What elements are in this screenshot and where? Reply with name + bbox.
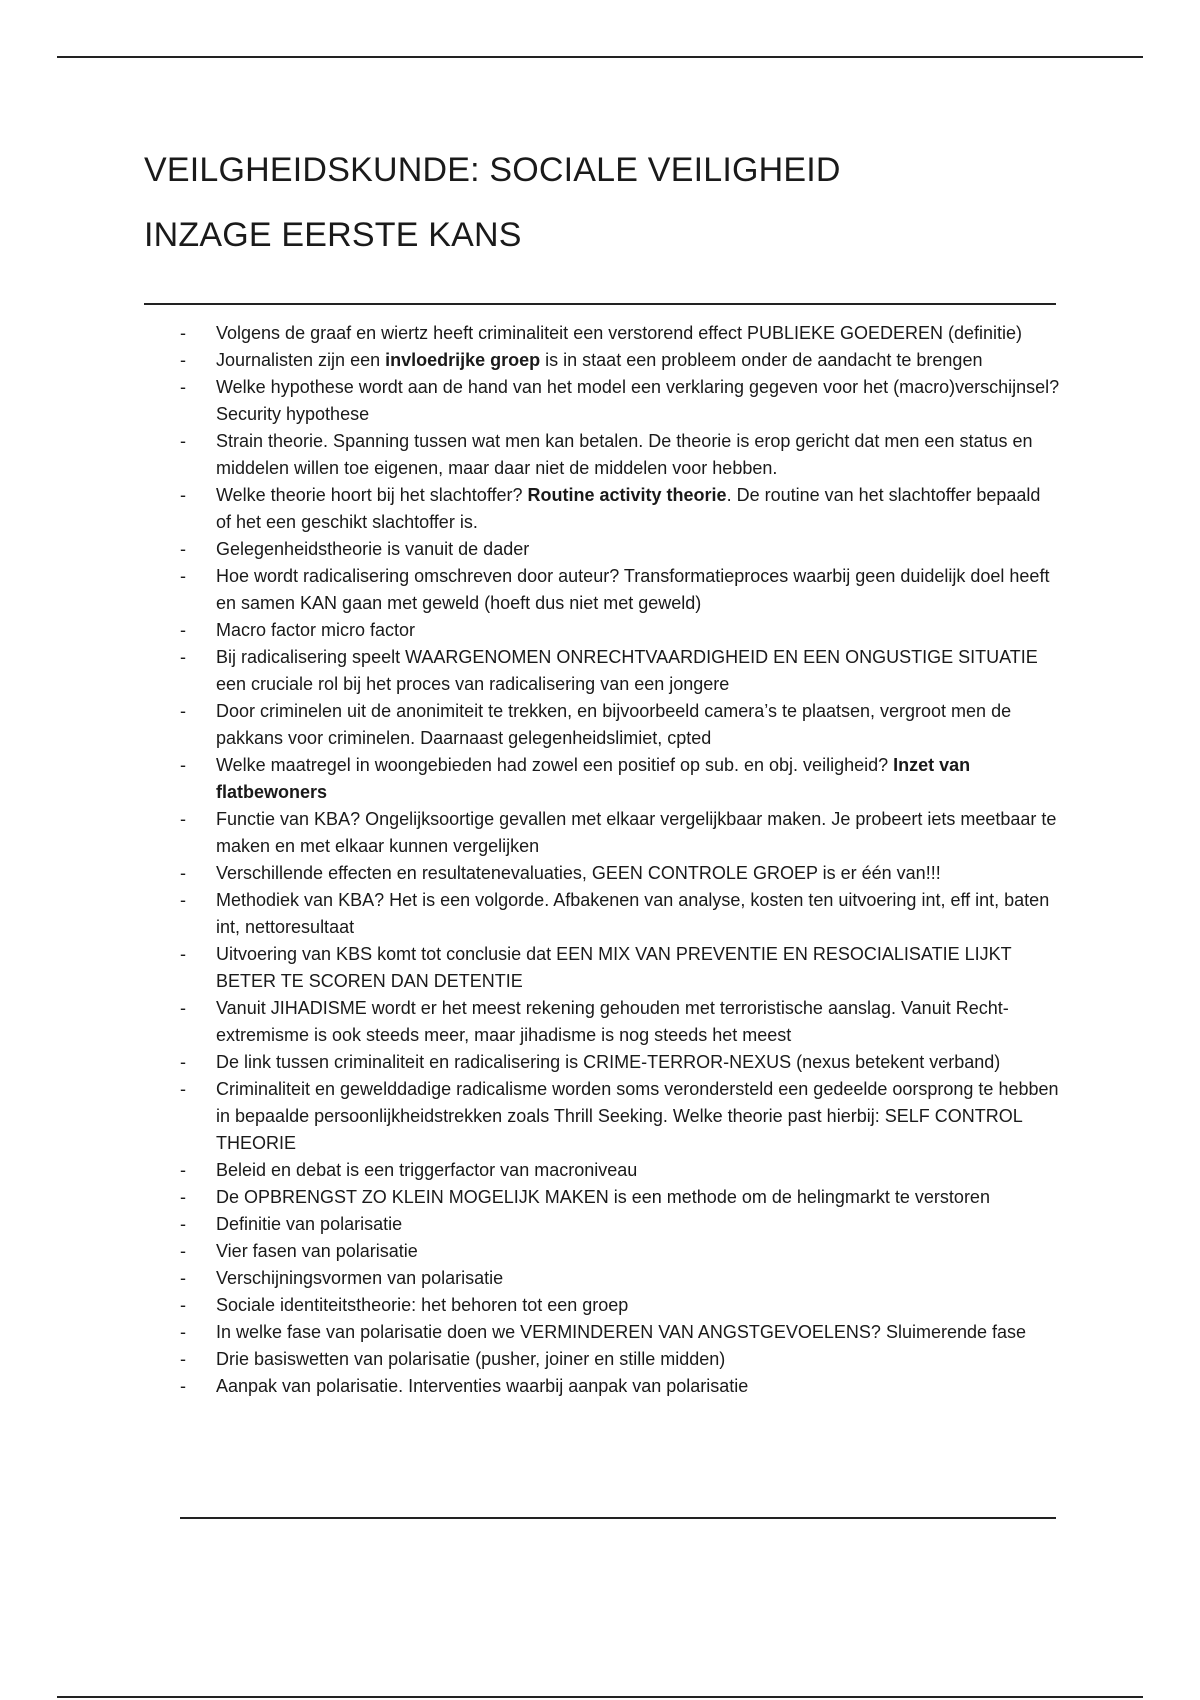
- list-item: [180, 995, 1060, 1049]
- list-item-text: [216, 1187, 990, 1207]
- bullet-dash: -: [180, 431, 186, 451]
- list-item: [180, 698, 1060, 752]
- bullet-dash: -: [180, 1295, 186, 1315]
- text-run: Methodiek van KBA? Het is een volgorde. Afbakenen van analyse, kosten ten uitvoering int, eff int, baten int, nettoresultaat: [216, 890, 1050, 937]
- text-run: Strain theorie. Spanning tussen wat men kan betalen. De theorie is erop gericht dat men een status en middelen willen toe eigenen, maar daar niet de middelen voor hebben.: [216, 431, 1033, 478]
- list-item: [180, 644, 1060, 698]
- bullet-dash: -: [180, 1079, 186, 1099]
- text-run: In welke fase van polarisatie doen we VERMINDEREN VAN ANGSTGEVOELENS? Sluimerende fase: [216, 1322, 1027, 1342]
- bullet-list: [180, 320, 1060, 1400]
- list-item: [180, 428, 1060, 482]
- list-item: [180, 347, 1060, 374]
- list-item-text: [216, 1349, 725, 1369]
- list-item: [180, 1211, 1060, 1238]
- list-item-text: [216, 1160, 637, 1180]
- text-run: Hoe wordt radicalisering omschreven door auteur? Transformatieproces waarbij geen duidelijk doel heeft en samen KAN gaan met geweld (hoeft dus niet met geweld): [216, 566, 1050, 613]
- text-run: Sociale identiteitstheorie: het behoren tot een groep: [216, 1295, 629, 1315]
- bullet-dash: -: [180, 1349, 186, 1369]
- bullet-dash: -: [180, 863, 186, 883]
- bullet-dash: -: [180, 647, 186, 667]
- text-run: Gelegenheidstheorie is vanuit de dader: [216, 539, 530, 559]
- bullet-dash: -: [180, 1052, 186, 1072]
- bullet-dash: -: [180, 377, 186, 397]
- list-item-text: [216, 1295, 628, 1315]
- list-item-text: [216, 809, 1056, 856]
- bullet-dash: -: [180, 1214, 186, 1234]
- list-item: [180, 752, 1060, 806]
- text-run: Journalisten zijn een: [216, 350, 386, 370]
- bold-phrase: Inzet van flatbewoners: [216, 755, 971, 802]
- list-item-text: [216, 1376, 748, 1396]
- text-run: Aanpak van polarisatie. Interventies waarbij aanpak van polarisatie: [216, 1376, 749, 1396]
- bullet-dash: -: [180, 1187, 186, 1207]
- bullet-dash: -: [180, 998, 186, 1018]
- bullet-dash: -: [180, 944, 186, 964]
- list-item: [180, 1346, 1060, 1373]
- text-run: Welke theorie hoort bij het slachtoffer?: [216, 485, 528, 505]
- list-item: [180, 617, 1060, 644]
- list-item-text: [216, 620, 415, 640]
- list-item: [180, 1292, 1060, 1319]
- section-divider-bottom: [180, 1517, 1056, 1519]
- list-item: [180, 1184, 1060, 1211]
- bullet-dash: -: [180, 890, 186, 910]
- text-run: Beleid en debat is een triggerfactor van macroniveau: [216, 1160, 638, 1180]
- list-item: [180, 1265, 1060, 1292]
- text-run: Verschillende effecten en resultatenevaluaties, GEEN CONTROLE GROEP is er één van!!!: [216, 863, 941, 883]
- section-divider-top: [144, 303, 1056, 305]
- page-top-rule: [57, 56, 1143, 58]
- text-run: Door criminelen uit de anonimiteit te trekken, en bijvoorbeeld camera’s te plaatsen, vergroot men de pakkans voor criminelen. Daarnaast gelegenheidslimiet, cpted: [216, 701, 1012, 748]
- list-item-text: [216, 998, 1009, 1045]
- list-item: [180, 374, 1060, 428]
- list-item-text: [216, 566, 1049, 613]
- list-item: [180, 1076, 1060, 1157]
- list-item: [180, 1319, 1060, 1346]
- text-run: Drie basiswetten van polarisatie (pusher, joiner en stille midden): [216, 1349, 726, 1369]
- text-run: Verschijningsvormen van polarisatie: [216, 1268, 504, 1288]
- text-run: Definitie van polarisatie: [216, 1214, 403, 1234]
- text-run: Vanuit JIHADISME wordt er het meest rekening gehouden met terroristische aanslag. Vanuit Recht-extremisme is ook steeds meer, maar jihadisme is nog steeds het meest: [216, 998, 1009, 1045]
- text-run: De OPBRENGST ZO KLEIN MOGELIJK MAKEN is een methode om de helingmarkt te verstoren: [216, 1187, 990, 1207]
- text-run: . De routine van het slachtoffer bepaald of het een geschikt slachtoffer is.: [216, 485, 1041, 532]
- bullet-dash: -: [180, 1160, 186, 1180]
- bullet-dash: -: [180, 809, 186, 829]
- list-item: [180, 482, 1060, 536]
- list-item: [180, 563, 1060, 617]
- text-run: Volgens de graaf en wiertz heeft criminaliteit een verstorend effect PUBLIEKE GOEDEREN (definitie): [216, 323, 1023, 343]
- bullet-dash: -: [180, 701, 186, 721]
- list-item-text: [216, 350, 982, 370]
- text-run: Functie van KBA? Ongelijksoortige gevallen met elkaar vergelijkbaar maken. Je probeert iets meetbaar te maken en met elkaar kunnen vergelijken: [216, 809, 1057, 856]
- list-item-text: [216, 1052, 1000, 1072]
- text-run: Welke hypothese wordt aan de hand van het model een verklaring gegeven voor het (macro)verschijnsel? Security hypothese: [216, 377, 1060, 424]
- list-item-text: [216, 944, 1011, 991]
- bullet-dash: -: [180, 323, 186, 343]
- bullet-dash: -: [180, 566, 186, 586]
- list-item: [180, 536, 1060, 563]
- bullet-dash: -: [180, 350, 186, 370]
- bold-phrase: invloedrijke groep: [385, 350, 541, 370]
- list-item-text: [216, 323, 1022, 343]
- text-run: Bij radicalisering speelt WAARGENOMEN ONRECHTVAARDIGHEID EN EEN ONGUSTIGE SITUATIE een cruciale rol bij het proces van radicalisering van een jongere: [216, 647, 1038, 694]
- bullet-dash: -: [180, 485, 186, 505]
- list-item: [180, 806, 1060, 860]
- bullet-dash: -: [180, 620, 186, 640]
- list-item-text: [216, 890, 1049, 937]
- list-item-text: [216, 431, 1033, 478]
- text-run: De link tussen criminaliteit en radicalisering is CRIME-TERROR-NEXUS (nexus betekent verband): [216, 1052, 1001, 1072]
- text-run: Uitvoering van KBS komt tot conclusie dat EEN MIX VAN PREVENTIE EN RESOCIALISATIE LIJKT BETER TE SCOREN DAN DETENTIE: [216, 944, 1012, 991]
- list-item-text: [216, 539, 529, 559]
- list-item: [180, 1049, 1060, 1076]
- list-item: [180, 1373, 1060, 1400]
- bullet-dash: -: [180, 1376, 186, 1396]
- list-item-text: [216, 1322, 1026, 1342]
- list-item-text: [216, 701, 1011, 748]
- list-item: [180, 887, 1060, 941]
- list-item: [180, 860, 1060, 887]
- list-item: [180, 320, 1060, 347]
- list-item-text: [216, 647, 1038, 694]
- list-item: [180, 1157, 1060, 1184]
- bold-phrase: Routine activity theorie: [527, 485, 727, 505]
- text-run: Vier fasen van polarisatie: [216, 1241, 418, 1261]
- list-item-text: [216, 1079, 1059, 1153]
- list-item-text: [216, 755, 970, 802]
- text-run: Criminaliteit en gewelddadige radicalisme worden soms verondersteld een gedeelde oorsprong te hebben in bepaalde persoonlijkheidstrekken zoals Thrill Seeking. Welke theorie past hierbij: SELF CONTROL THEORIE: [216, 1079, 1059, 1153]
- bullet-dash: -: [180, 755, 186, 775]
- text-run: Welke maatregel in woongebieden had zowel een positief op sub. en obj. veiligheid?: [216, 755, 894, 775]
- list-item: [180, 941, 1060, 995]
- text-run: Macro factor micro factor: [216, 620, 416, 640]
- bullet-dash: -: [180, 539, 186, 559]
- list-item: [180, 1238, 1060, 1265]
- list-item-text: [216, 863, 941, 883]
- page-bottom-rule: [57, 1696, 1143, 1698]
- document-title: VEILGHEIDSKUNDE: SOCIALE VEILIGHEID: [144, 151, 841, 189]
- list-item-text: [216, 1268, 503, 1288]
- document-subtitle: INZAGE EERSTE KANS: [144, 216, 522, 254]
- list-item-text: [216, 1241, 418, 1261]
- text-run: is in staat een probleem onder de aandacht te brengen: [540, 350, 983, 370]
- bullet-dash: -: [180, 1322, 186, 1342]
- bullet-dash: -: [180, 1241, 186, 1261]
- list-item-text: [216, 485, 1040, 532]
- bullet-dash: -: [180, 1268, 186, 1288]
- list-item-text: [216, 377, 1059, 424]
- list-item-text: [216, 1214, 402, 1234]
